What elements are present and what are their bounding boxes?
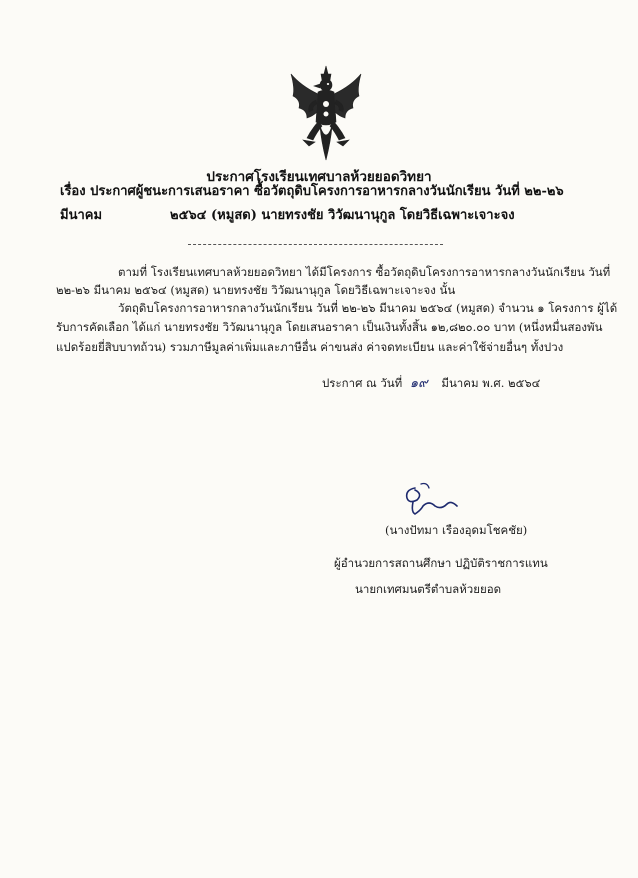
divider	[188, 244, 443, 245]
body-line: ๒๒-๒๖ มีนาคม ๒๕๖๔ (หมูสด) นายทรงชัย วิวัฒนานุกูล โดยวิธีเฉพาะเจาะจง นั้น	[56, 283, 456, 297]
body-line: รับการคัดเลือก ได้แก่ นายทรงชัย วิวัฒนานุกูล โดยเสนอราคา เป็นเงินทั้งสิ้น ๑๒,๘๒๐.๐๐ บาท (หนึ่งหมื่นสองพัน	[56, 320, 603, 334]
announce-date-day: ๑๙	[409, 376, 428, 391]
announce-date	[322, 372, 540, 393]
signer-name: (นางปัทมา เรืองอุดมโชคชัย)	[385, 523, 528, 537]
signer-position-2: นายกเทศมนตรีตำบลห้วยยอด	[355, 582, 502, 596]
announce-date-prefix: ประกาศ ณ วันที่	[322, 376, 403, 390]
document-title: ประกาศโรงเรียนเทศบาลห้วยยอดวิทยา	[206, 169, 432, 185]
subject-line-1: เรื่อง ประกาศผู้ชนะการเสนอราคา ซื้อวัตถุดิบโครงการอาหารกลางวันนักเรียน วันที่ ๒๒-๒๖ มีนาคม	[60, 184, 564, 223]
signature-mark	[385, 480, 465, 520]
body-line: ตามที่ โรงเรียนเทศบาลห้วยยอดวิทยา ได้มีโครงการ ซื้อวัตถุดิบโครงการอาหารกลางวันนักเรียน วันที่	[118, 265, 611, 279]
subject-line-2: ๒๕๖๔ (หมูสด) นายทรงชัย วิวัฒนานุกูล โดยวิธีเฉพาะเจาะจง	[170, 208, 515, 223]
body-line: วัตถุดิบโครงการอาหารกลางวันนักเรียน วันที่ ๒๒-๒๖ มีนาคม ๒๕๖๔ (หมูสด) จำนวน ๑ โครงการ ผู้ได้	[118, 301, 618, 315]
signer-position-1: ผู้อำนวยการสถานศึกษา ปฏิบัติราชการแทน	[334, 556, 548, 570]
body-line: แปดร้อยยี่สิบบาทถ้วน) รวมภาษีมูลค่าเพิ่มและภาษีอื่น ค่าขนส่ง ค่าจดทะเบียน และค่าใช้จ่ายอื่นๆ ทั้งปวง	[56, 340, 564, 354]
announce-date-month-year: มีนาคม พ.ศ. ๒๕๖๔	[441, 376, 541, 390]
garuda-emblem-icon	[287, 64, 365, 164]
